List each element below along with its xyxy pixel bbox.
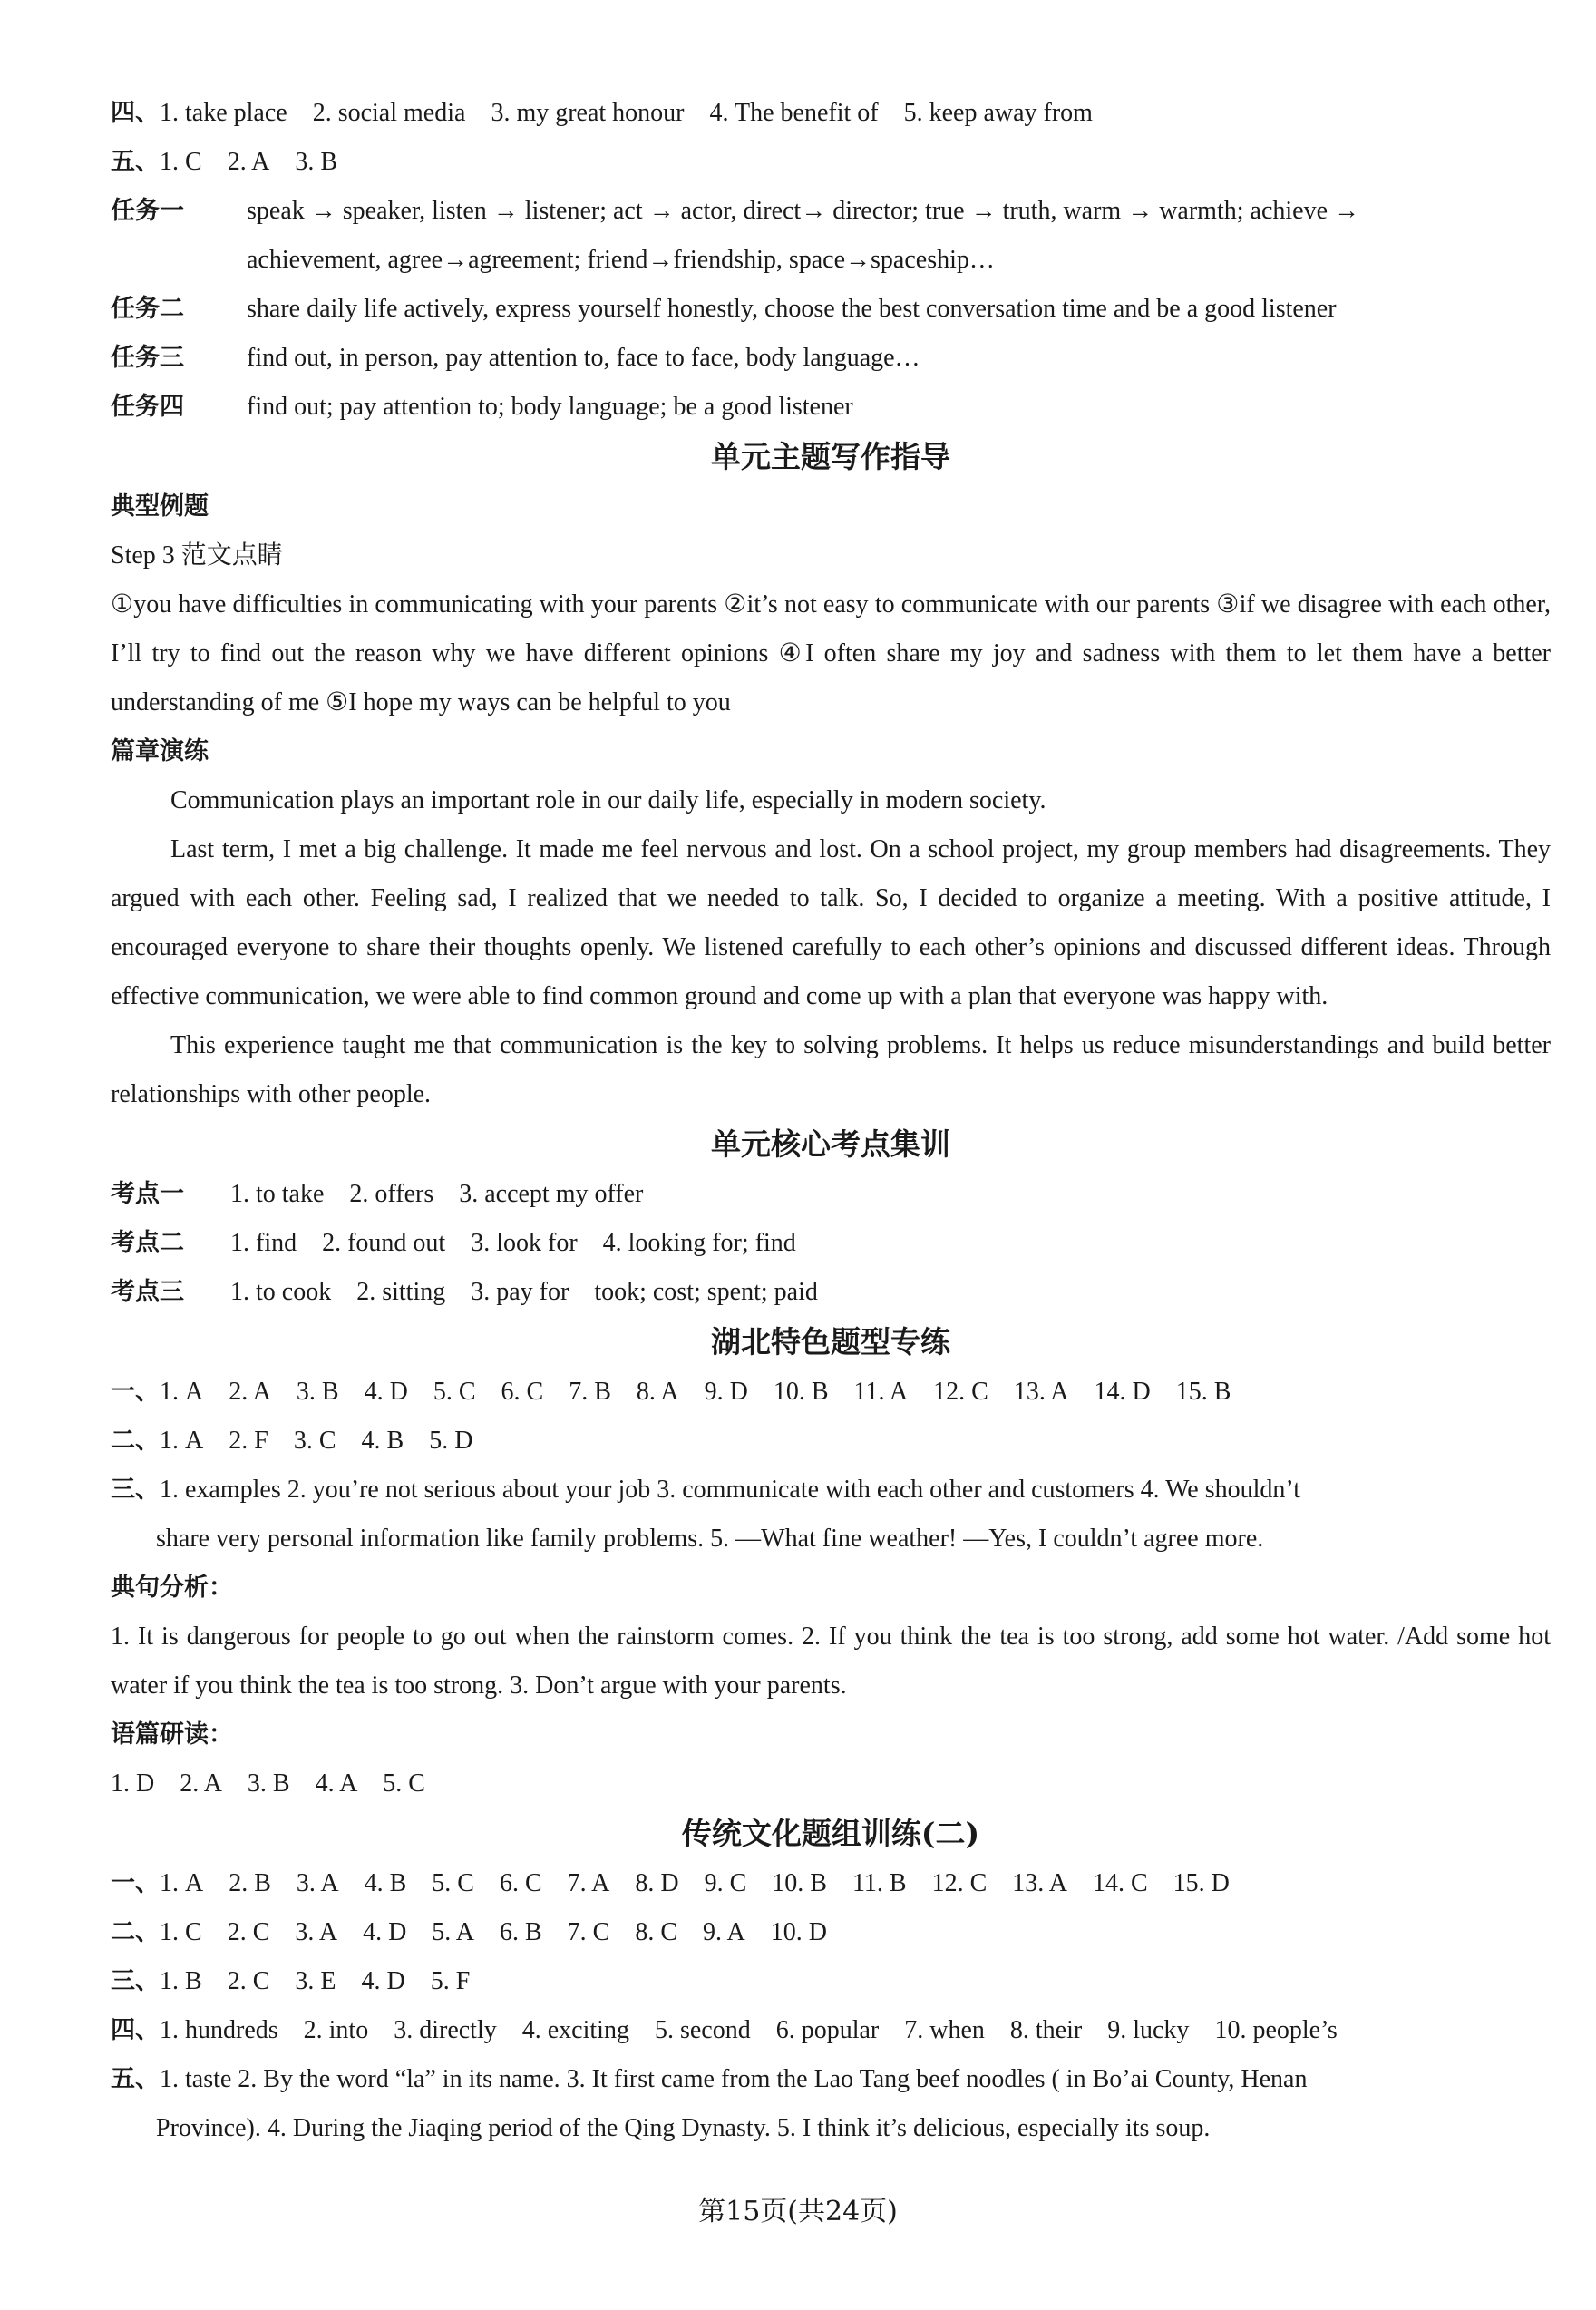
answer-item: 6. C <box>499 1869 542 1897</box>
sentence-analysis-text: 1. It is dangerous for people to go out when the rainstorm comes. 2. If you think the tea is too strong, add some hot water. /Add some hot water if you think the tea is too strong. 3. Don’t argue with your parents. <box>111 1623 1551 1700</box>
culture-section-title: 传统文化题组训练(二) <box>681 1816 980 1851</box>
answer-item: 3. accept my offer <box>459 1180 644 1208</box>
answer-item: 1. D <box>111 1769 155 1798</box>
answer-item: 1. to cook <box>230 1278 332 1306</box>
task-text: find out; pay attention to; body language; be a good listener <box>247 393 853 421</box>
example-heading: 典型例题 <box>111 492 209 521</box>
answer-item: 2. A <box>229 1378 271 1406</box>
task-text: find out, in person, pay attention to, face to face, body language… <box>247 344 920 372</box>
point-label: 考点二 <box>111 1229 184 1257</box>
core-section-title: 单元核心考点集训 <box>711 1126 950 1162</box>
answer-item: 3. E <box>295 1967 336 1995</box>
answer-item: 4. exciting <box>521 2016 629 2044</box>
answer-item: 2. A <box>180 1769 222 1798</box>
answer-item: 2. A <box>227 148 270 176</box>
answer-item: 2. sitting <box>356 1278 446 1306</box>
answer-item: 11. A <box>853 1378 909 1406</box>
answer-item: 2. found out <box>322 1229 446 1257</box>
answer-item: 12. C <box>933 1378 988 1406</box>
answer-item: 13. A <box>1012 1869 1067 1897</box>
hubei-part1 <box>111 1368 1551 1417</box>
culture-part4 <box>111 2006 1551 2055</box>
answer-item: 11. B <box>852 1869 907 1897</box>
answer-item: 9. D <box>704 1378 748 1406</box>
answer-item: 3. B <box>295 148 338 176</box>
task-label: 任务三 <box>111 344 184 372</box>
answer-item: 1. A <box>160 1869 204 1897</box>
task-4 <box>111 383 1551 432</box>
task-1 <box>111 187 1551 236</box>
part-label: 三、 <box>111 1476 160 1504</box>
answer-item: 1. C <box>160 1918 202 1946</box>
answer-item: 2. C <box>227 1967 270 1995</box>
answer-item: 7. C <box>567 1918 610 1946</box>
hubei-part2 <box>111 1417 1551 1466</box>
page-content <box>111 89 1551 2153</box>
answer-item: 4. The benefit of <box>709 99 879 127</box>
answer-item: 4. D <box>363 1918 407 1946</box>
hubei-part3 <box>111 1466 1551 1515</box>
sentence-analysis-heading: 典句分析： <box>111 1574 233 1602</box>
answer-item: 3. A <box>295 1918 338 1946</box>
answer-item: 3. C <box>293 1427 336 1455</box>
answer-item: 5. keep away from <box>903 99 1093 127</box>
answer-item: 10. B <box>772 1869 827 1897</box>
answer-item: 7. when <box>904 2016 985 2044</box>
answer-item: 1. C <box>160 148 202 176</box>
answer-item: 2. B <box>229 1869 271 1897</box>
answer-item: 12. C <box>931 1869 988 1897</box>
answer-item: 2. offers <box>349 1180 434 1208</box>
culture-part5 <box>111 2055 1551 2104</box>
task-text: speak → speaker, listen → listener; act → actor, direct→ director; true → truth, warm → warmth; achieve → <box>247 197 1360 225</box>
answer-item: 6. popular <box>775 2016 880 2044</box>
part5-answers <box>111 138 1551 187</box>
answer-item: 3. my great honour <box>491 99 685 127</box>
answer-item: 1. hundreds <box>160 2016 278 2044</box>
writing-section-title: 单元主题写作指导 <box>711 439 950 474</box>
task-3 <box>111 334 1551 383</box>
answer-item: 4. D <box>361 1967 405 1995</box>
answer-item: 2. F <box>229 1427 268 1455</box>
answer-item: 6. B <box>499 1918 542 1946</box>
answer-item: 5. C <box>383 1769 425 1798</box>
task-label: 任务一 <box>111 197 184 225</box>
answer-item: 5. D <box>429 1427 473 1455</box>
answer-item: 5. F <box>430 1967 471 1995</box>
core-point-1 <box>111 1170 1551 1219</box>
task-2 <box>111 285 1551 334</box>
answer-item: 8. C <box>635 1918 678 1946</box>
part-label: 二、 <box>111 1918 160 1946</box>
answer-item: 3. B <box>296 1378 339 1406</box>
step-text: ①you have difficulties in communicating with your parents ②it’s not easy to communicate with our parents ③if we disagree with each other, I’ll try to find out the reason why we have different opinions ④I often share my joy and sadness with them to let them have a better understanding of me ⑤I hope my ways can be helpful to you <box>111 590 1551 716</box>
answer-item: 13. A <box>1013 1378 1069 1406</box>
step-heading: Step 3 范文点睛 <box>111 541 283 570</box>
answer-item: 14. C <box>1092 1869 1148 1897</box>
part4-answers <box>111 89 1551 138</box>
answer-item: 9. A <box>703 1918 745 1946</box>
answer-item: 1. A <box>160 1427 204 1455</box>
part4-label: 四、 <box>111 99 160 127</box>
answer-item: 3. pay for <box>471 1278 569 1306</box>
answer-item: 2. into <box>303 2016 369 2044</box>
answer-text: 1. examples 2. you’re not serious about your job 3. communicate with each other and customers 4. We shouldn’t <box>160 1476 1300 1504</box>
core-point-2 <box>111 1219 1551 1268</box>
answer-item: 4. D <box>364 1378 408 1406</box>
answer-item: 1. A <box>160 1378 204 1406</box>
culture-part2 <box>111 1908 1551 1957</box>
answer-item: 4. A <box>315 1769 358 1798</box>
part-label: 三、 <box>111 1967 160 1995</box>
answer-item: 15. B <box>1175 1378 1231 1406</box>
answer-item: 2. C <box>227 1918 270 1946</box>
answer-item: 4. B <box>361 1427 404 1455</box>
task-text: achievement, agree→agreement; friend→friendship, space→spaceship… <box>247 246 995 274</box>
answer-item: 2. social media <box>312 99 466 127</box>
task-1-continued <box>111 236 1551 285</box>
answer-item: 8. D <box>635 1869 679 1897</box>
part-label: 一、 <box>111 1869 160 1897</box>
answer-item: 1. to take <box>230 1180 325 1208</box>
part-label: 五、 <box>111 2065 160 2093</box>
answer-item: 10. people’s <box>1214 2016 1338 2044</box>
reading-heading: 语篇研读： <box>111 1720 233 1749</box>
culture-part3 <box>111 1957 1551 2006</box>
answer-item: 5. C <box>432 1869 474 1897</box>
hubei-section-title: 湖北特色题型专练 <box>711 1324 950 1360</box>
answer-item: 10. B <box>773 1378 829 1406</box>
task-label: 任务二 <box>111 295 184 323</box>
part-label: 二、 <box>111 1427 160 1455</box>
answer-item: 3. directly <box>394 2016 497 2044</box>
answer-item: 7. B <box>569 1378 611 1406</box>
point-label: 考点一 <box>111 1180 184 1208</box>
answer-item: 1. B <box>160 1967 202 1995</box>
answer-item: 1. find <box>230 1229 297 1257</box>
answer-item: 8. their <box>1009 2016 1083 2044</box>
answer-item: 5. A <box>432 1918 474 1946</box>
part-label: 一、 <box>111 1378 160 1406</box>
answer-text: share very personal information like family problems. 5. —What fine weather! —Yes, I couldn’t agree more. <box>156 1525 1264 1553</box>
point-label: 考点三 <box>111 1278 184 1306</box>
answer-item: 3. look for <box>471 1229 578 1257</box>
answer-item: 9. C <box>704 1869 747 1897</box>
task-text: share daily life actively, express yourself honestly, choose the best conversation time and be a good listener <box>247 295 1337 323</box>
answer-item: 4. B <box>364 1869 407 1897</box>
answer-text: Province). 4. During the Jiaqing period of the Qing Dynasty. 5. I think it’s delicious, especially its soup. <box>156 2114 1211 2142</box>
answer-item: took; cost; spent; paid <box>594 1278 818 1306</box>
answer-item: 3. A <box>296 1869 339 1897</box>
answer-item: 5. second <box>654 2016 751 2044</box>
essay-paragraph: This experience taught me that communication is the key to solving problems. It helps us reduce misunderstandings and build better relationships with other people. <box>111 1031 1551 1108</box>
essay-paragraph: Last term, I met a big challenge. It made me feel nervous and lost. On a school project, my group members had disagreements. They argued with each other. Feeling sad, I realized that we needed to talk. So, I decided to organize a meeting. With a positive attitude, I encouraged everyone to share their thoughts openly. We listened carefully to each other’s opinions and discussed different ideas. Through effective communication, we were able to find common ground and come up with a plan that everyone was happy with. <box>111 835 1551 1010</box>
answer-item: 15. D <box>1173 1869 1230 1897</box>
culture-part1 <box>111 1859 1551 1908</box>
answer-item: 3. B <box>247 1769 290 1798</box>
answer-item: 4. looking for; find <box>602 1229 796 1257</box>
essay-paragraph: Communication plays an important role in our daily life, especially in modern society. <box>170 786 1046 814</box>
answer-item: 9. lucky <box>1107 2016 1190 2044</box>
answer-item: 5. C <box>433 1378 476 1406</box>
answer-item: 1. take place <box>160 99 287 127</box>
answer-item: 7. A <box>567 1869 610 1897</box>
core-point-3 <box>111 1268 1551 1317</box>
task-label: 任务四 <box>111 393 184 421</box>
page-number: 第15页(共24页) <box>698 2196 898 2227</box>
reading-answers <box>111 1759 1551 1808</box>
part5-label: 五、 <box>111 148 160 176</box>
answer-item: 6. C <box>501 1378 544 1406</box>
part-label: 四、 <box>111 2016 160 2044</box>
hubei-part3-continued <box>111 1515 1551 1564</box>
answer-item: 8. A <box>636 1378 679 1406</box>
culture-part5-continued <box>111 2104 1551 2153</box>
practice-heading: 篇章演练 <box>111 737 209 765</box>
answer-text: 1. taste 2. By the word “la” in its name. 3. It first came from the Lao Tang beef noodles ( in Bo’ai County, Henan <box>160 2065 1308 2093</box>
answer-item: 14. D <box>1094 1378 1151 1406</box>
answer-item: 10. D <box>770 1918 827 1946</box>
